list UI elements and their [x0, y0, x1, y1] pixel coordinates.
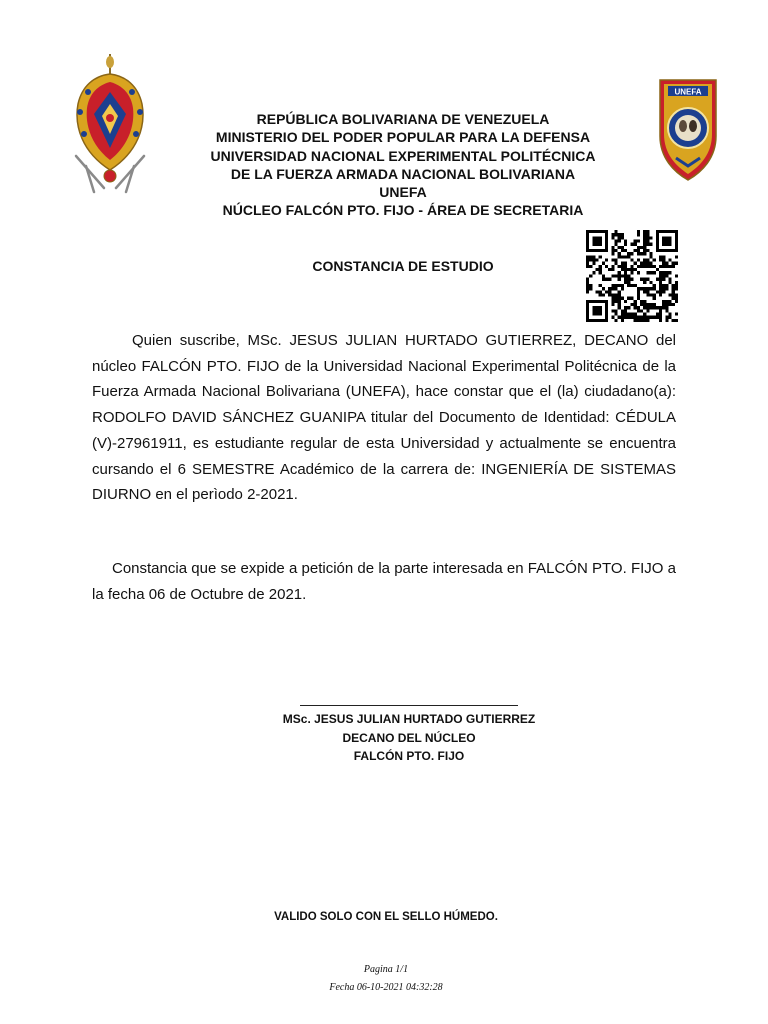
header-line: UNIVERSIDAD NACIONAL EXPERIMENTAL POLITÉCNICA — [210, 147, 596, 164]
page-footer — [250, 961, 522, 997]
header-line: DE LA FUERZA ARMADA NACIONAL BOLIVARIANA — [230, 165, 576, 182]
unefa-label: UNEFA — [674, 87, 702, 97]
header-line: UNEFA — [379, 184, 427, 201]
issuance-paragraph-text: Constancia que se expide a petición de la parte interesada en FALCÓN PTO. FIJO a la fecha 06 de Octubre de 2021. — [92, 560, 676, 603]
qr-code-icon — [586, 230, 678, 322]
certificate-paragraph — [92, 328, 676, 508]
armed-forces-crest-logo — [64, 52, 156, 200]
unefa-shield-logo — [654, 74, 722, 182]
page-number: Pagina 1/1 — [363, 964, 409, 975]
signer-name: MSc. JESUS JULIAN HURTADO GUTIERREZ — [282, 712, 536, 726]
signer-location: FALCÓN PTO. FIJO — [353, 749, 465, 763]
signature-block — [200, 710, 618, 766]
validity-notice: VALIDO SOLO CON EL SELLO HÚMEDO. — [274, 911, 498, 923]
issuance-paragraph — [92, 556, 676, 607]
header-line: REPÚBLICA BOLIVARIANA DE VENEZUELA — [256, 111, 550, 127]
signer-role: DECANO DEL NÚCLEO — [342, 730, 476, 745]
header-line: NÚCLEO FALCÓN PTO. FIJO - ÁREA DE SECRETARIA — [222, 202, 584, 219]
document-title: CONSTANCIA DE ESTUDIO — [312, 258, 494, 274]
signature-line — [300, 705, 518, 706]
institution-header — [150, 110, 656, 220]
header-line: MINISTERIO DEL PODER POPULAR PARA LA DEFENSA — [215, 129, 591, 146]
certificate-paragraph-text: Quien suscribe, MSc. JESUS JULIAN HURTADO GUTIERREZ, DECANO del núcleo FALCÓN PTO. FIJO de la Universidad Nacional Experimental Politécnica de la Fuerza Armada Nacional Bolivariana (UNEFA), hace constar que el (la) ciudadano(a): RODOLFO DAVID SÁNCHEZ GUANIPA titular del Documento de Identidad: CÉDULA (V)-27961911, es estudiante regular de esta Universidad y actualmente se encuentra cursando el 6 SEMESTRE Académico de la carrera de: INGENIERÍA DE SISTEMAS DIURNO en el perìodo 2-2021. — [92, 332, 676, 504]
print-date: Fecha 06-10-2021 04:32:28 — [329, 982, 443, 993]
